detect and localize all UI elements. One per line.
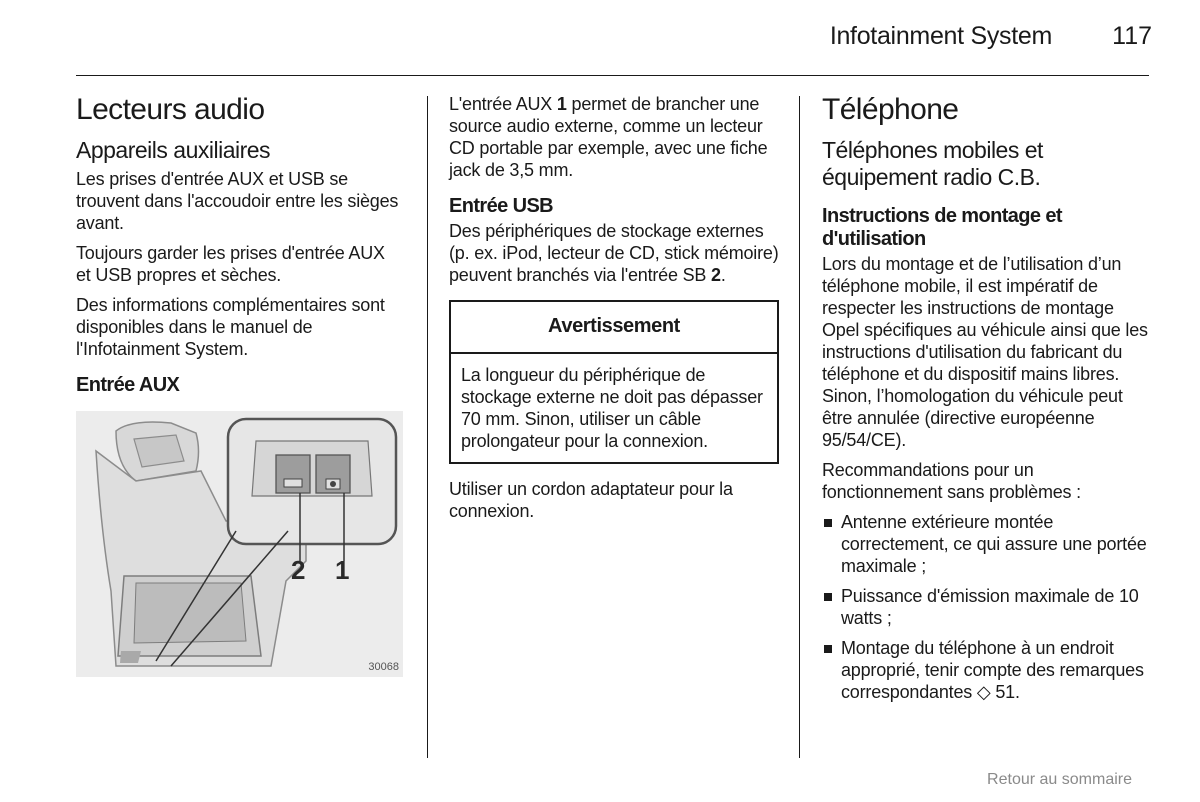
list-item-text: Montage du téléphone à un endroit approprié, tenir compte des remarques correspondantes [841, 638, 1144, 702]
page-number: 117 [1112, 22, 1152, 50]
back-to-contents-link[interactable]: Retour au sommaire [987, 771, 1132, 788]
list-item-text: Puissance d'émission maximale de 10 watts ; [841, 586, 1139, 628]
list-item-text: Antenne extérieure montée correctement, ce qui assure une portée maximale ; [841, 512, 1147, 576]
usb-ref-2: 2 [711, 265, 721, 285]
adapter-note: Utiliser un cordon adaptateur pour la connexion. [449, 479, 733, 521]
aux-description [449, 93, 779, 181]
callout-1: 1 [335, 555, 350, 585]
armrest-drawing [76, 411, 403, 677]
page-reference-arrow-icon[interactable]: ◇ [976, 682, 991, 702]
bullet-icon [824, 593, 832, 601]
bullet-icon [824, 645, 832, 653]
recommendations-list [822, 511, 1152, 703]
page-reference-link[interactable]: 51. [995, 682, 1020, 702]
section-title-audio: Lecteurs audio [76, 93, 265, 126]
subheading-installation: Instructions de montage et d'utilisation [822, 205, 1062, 250]
aux-text-start: L'entrée AUX [449, 94, 557, 114]
subsection-title-aux: Appareils auxiliaires [76, 137, 271, 163]
list-item [822, 637, 1152, 703]
subheading-aux-input: Entrée AUX [76, 374, 180, 396]
callout-2: 2 [291, 555, 306, 585]
warning-title: Avertissement [451, 302, 777, 354]
usb-description [449, 220, 779, 286]
column-3 [822, 93, 1152, 711]
list-item [822, 585, 1152, 629]
usb-text: Des périphériques de stockage externes (p. ex. iPod, lecteur de CD, stick mémoire) peuvent branchés via l'entrée SB [449, 221, 779, 285]
installation-paragraph: Lors du montage et de l’utilisation d’un téléphone mobile, il est impératif de respecter les instructions de montage Opel spécifiques au véhicule ainsi que les instructions d'utilisation du fabricant du téléphone et du dispositif mains libres. Sinon, l’homologation du véhicule peut être annulée (directive européenne 95/54/CE). [822, 254, 1148, 450]
aux-text-rest: permet de brancher une source audio externe, comme un lecteur CD portable par exemple, avec une fiche jack de 3,5 mm. [449, 94, 768, 180]
column-2 [449, 93, 779, 530]
paragraph: Des informations complémentaires sont disponibles dans le manuel de l'Infotainment System. [76, 295, 385, 359]
usb-text-end: . [720, 265, 726, 285]
column-1 [76, 93, 404, 677]
section-title-phone: Téléphone [822, 93, 959, 126]
recommendations-intro: Recommandations pour un fonctionnement sans problèmes : [822, 460, 1081, 502]
list-item [822, 511, 1152, 577]
warning-box [449, 300, 779, 464]
paragraph: Les prises d'entrée AUX et USB se trouvent dans l'accoudoir entre les sièges avant. [76, 169, 399, 233]
header-title: Infotainment System [829, 22, 1052, 50]
subheading-usb-input: Entrée USB [449, 195, 554, 217]
paragraph: Toujours garder les prises d'entrée AUX et USB propres et sèches. [76, 243, 385, 285]
subsection-title-mobile: Téléphones mobiles et équipement radio C.B. [822, 137, 1043, 190]
column-divider-1 [427, 96, 428, 758]
aux-ref-1: 1 [556, 94, 567, 114]
column-divider-2 [799, 96, 800, 758]
warning-text: La longueur du périphérique de stockage externe ne doit pas dépasser 70 mm. Sinon, utiliser un câble prolongateur pour la connexion. [461, 365, 763, 451]
header-rule [76, 75, 1149, 76]
armrest-illustration [76, 411, 403, 677]
figure-number: 30068 [368, 661, 399, 673]
bullet-icon [824, 519, 832, 527]
